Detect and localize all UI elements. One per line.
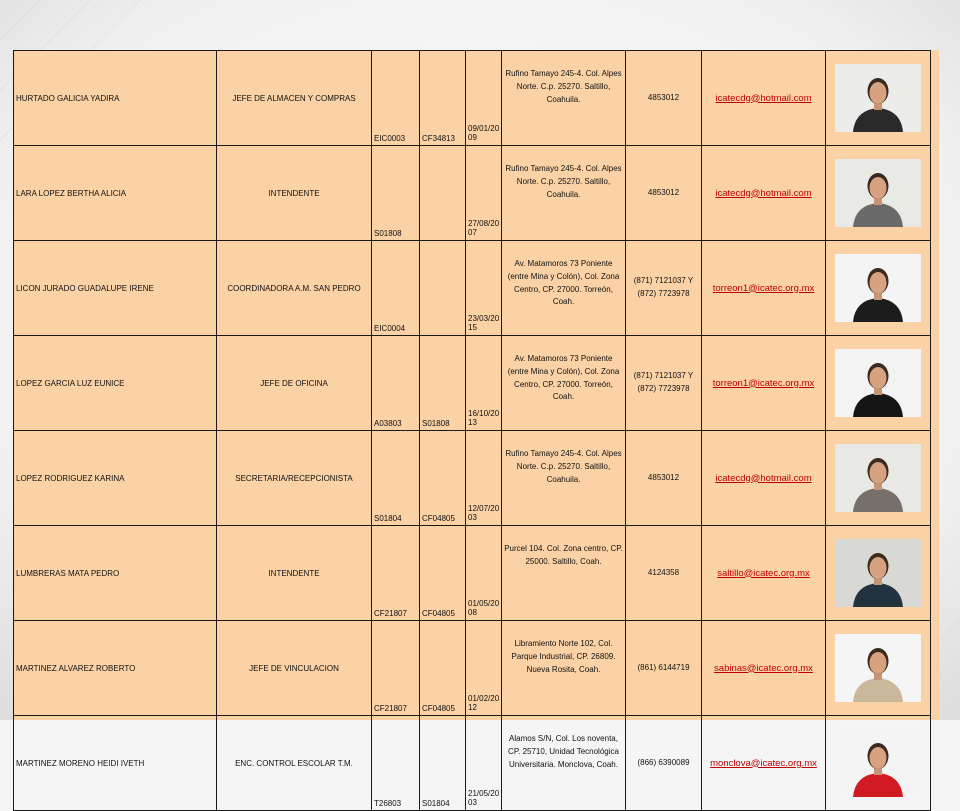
job-title: JEFE DE OFICINA: [217, 336, 372, 431]
employee-photo: [826, 526, 931, 621]
job-title: INTENDENTE: [217, 526, 372, 621]
office-address: Alamos S/N, Col. Los noventa, CP. 25710, Unidad Tecnológica Universitaria. Monclova, Coah.: [502, 716, 626, 811]
code-secondary: CF04805: [420, 621, 466, 716]
office-phone: 4853012: [626, 146, 702, 241]
job-title: INTENDENTE: [217, 146, 372, 241]
staff-table: [13, 50, 931, 811]
employee-name: LOPEZ RODRIGUEZ KARINA: [14, 431, 217, 526]
start-date: [466, 336, 502, 431]
start-date-part-a: 01/05/20: [468, 598, 500, 608]
code-primary: CF21807: [372, 526, 420, 621]
employee-photo: [826, 621, 931, 716]
office-address: Av. Matamoros 73 Poniente (entre Mina y Colón), Col. Zona Centro, CP. 27000. Torreón, Coah.: [502, 241, 626, 336]
start-date-part-a: 16/10/20: [468, 408, 500, 418]
code-primary: A03803: [372, 336, 420, 431]
start-date: [466, 51, 502, 146]
portrait-image: [835, 729, 921, 797]
email-link[interactable]: sabinas@icatec.org.mx: [714, 662, 813, 674]
employee-name: LICON JURADO GUADALUPE IRENE: [14, 241, 217, 336]
email-link[interactable]: monclova@icatec.org.mx: [710, 757, 817, 769]
code-secondary: CF04805: [420, 431, 466, 526]
start-date-part-b: 07: [468, 227, 477, 237]
email-cell: [702, 146, 826, 241]
start-date-part-b: 12: [468, 702, 477, 712]
code-primary: EIC0003: [372, 51, 420, 146]
employee-photo: [826, 336, 931, 431]
start-date-part-a: 12/07/20: [468, 503, 500, 513]
portrait-image: [835, 539, 921, 607]
employee-photo: [826, 431, 931, 526]
table-row: [14, 621, 931, 716]
start-date-part-a: 21/05/20: [468, 788, 500, 798]
code-primary: CF21807: [372, 621, 420, 716]
portrait-image: [835, 444, 921, 512]
email-cell: [702, 621, 826, 716]
job-title: ENC. CONTROL ESCOLAR T.M.: [217, 716, 372, 811]
start-date: [466, 431, 502, 526]
table-row: [14, 526, 931, 621]
table-row: [14, 716, 931, 811]
email-link[interactable]: saltillo@icatec.org.mx: [717, 567, 810, 579]
email-cell: [702, 336, 826, 431]
start-date-part-b: 03: [468, 512, 477, 522]
start-date-part-a: 27/08/20: [468, 218, 500, 228]
email-link[interactable]: icatecdg@hotmail.com: [715, 92, 812, 104]
code-secondary: [420, 241, 466, 336]
table-row: [14, 431, 931, 526]
employee-name: LOPEZ GARCIA LUZ EUNICE: [14, 336, 217, 431]
table-row: [14, 51, 931, 146]
start-date-part-b: 03: [468, 797, 477, 807]
job-title: SECRETARIA/RECEPCIONISTA: [217, 431, 372, 526]
code-secondary: [420, 146, 466, 241]
office-phone: (861) 6144719: [626, 621, 702, 716]
office-phone: (871) 7121037 Y (872) 7723978: [626, 241, 702, 336]
staff-table-container: [13, 50, 939, 808]
start-date-part-b: 09: [468, 132, 477, 142]
office-address: Libramiento Norte 102, Col. Parque Industrial, CP. 26809. Nueva Rosita, Coah.: [502, 621, 626, 716]
portrait-image: [835, 254, 921, 322]
email-link[interactable]: torreon1@icatec.org.mx: [712, 282, 815, 294]
employee-name: HURTADO GALICIA YADIRA: [14, 51, 217, 146]
start-date-part-b: 13: [468, 417, 477, 427]
code-secondary: S01804: [420, 716, 466, 811]
start-date: [466, 716, 502, 811]
employee-photo: [826, 716, 931, 811]
code-secondary: S01808: [420, 336, 466, 431]
table-row: [14, 241, 931, 336]
office-phone: 4853012: [626, 431, 702, 526]
start-date: [466, 621, 502, 716]
start-date: [466, 241, 502, 336]
code-primary: S01808: [372, 146, 420, 241]
job-title: JEFE DE ALMACEN Y COMPRAS: [217, 51, 372, 146]
start-date: [466, 146, 502, 241]
email-link[interactable]: torreon1@icatec.org.mx: [712, 377, 815, 389]
email-cell: [702, 241, 826, 336]
office-address: Rufino Tamayo 245-4. Col. Alpes Norte. C.p. 25270. Saltillo, Coahuila.: [502, 431, 626, 526]
start-date: [466, 526, 502, 621]
office-address: Av. Matamoros 73 Poniente (entre Mina y Colón), Col. Zona Centro, CP. 27000. Torreón, Coah.: [502, 336, 626, 431]
table-row: [14, 146, 931, 241]
portrait-image: [835, 634, 921, 702]
code-primary: S01804: [372, 431, 420, 526]
portrait-image: [835, 349, 921, 417]
portrait-image: [835, 159, 921, 227]
job-title: COORDINADORA A.M. SAN PEDRO: [217, 241, 372, 336]
office-phone: (871) 7121037 Y (872) 7723978: [626, 336, 702, 431]
code-secondary: CF04805: [420, 526, 466, 621]
employee-photo: [826, 51, 931, 146]
start-date-part-a: 01/02/20: [468, 693, 500, 703]
job-title: JEFE DE VINCULACION: [217, 621, 372, 716]
start-date-part-b: 08: [468, 607, 477, 617]
employee-name: LARA LOPEZ BERTHA ALICIA: [14, 146, 217, 241]
office-phone: 4124358: [626, 526, 702, 621]
code-secondary: CF34813: [420, 51, 466, 146]
office-address: Purcel 104. Col. Zona centro, CP. 25000. Saltillo, Coah.: [502, 526, 626, 621]
email-link[interactable]: icatecdg@hotmail.com: [715, 472, 812, 484]
code-primary: T26803: [372, 716, 420, 811]
start-date-part-a: 23/03/20: [468, 313, 500, 323]
office-phone: (866) 6390089: [626, 716, 702, 811]
office-address: Rufino Tamayo 245-4. Col. Alpes Norte. C.p. 25270. Saltillo, Coahuila.: [502, 51, 626, 146]
office-phone: 4853012: [626, 51, 702, 146]
email-cell: [702, 716, 826, 811]
office-address: Rufino Tamayo 245-4. Col. Alpes Norte. C.p. 25270. Saltillo, Coahuila.: [502, 146, 626, 241]
email-cell: [702, 431, 826, 526]
employee-name: LUMBRERAS MATA PEDRO: [14, 526, 217, 621]
email-cell: [702, 51, 826, 146]
start-date-part-b: 15: [468, 322, 477, 332]
code-primary: EIC0004: [372, 241, 420, 336]
table-row: [14, 336, 931, 431]
employee-photo: [826, 241, 931, 336]
portrait-image: [835, 64, 921, 132]
employee-name: MARTINEZ MORENO HEIDI IVETH: [14, 716, 217, 811]
employee-photo: [826, 146, 931, 241]
employee-name: MARTINEZ ALVAREZ ROBERTO: [14, 621, 217, 716]
start-date-part-a: 09/01/20: [468, 123, 500, 133]
email-link[interactable]: icatecdg@hotmail.com: [715, 187, 812, 199]
email-cell: [702, 526, 826, 621]
